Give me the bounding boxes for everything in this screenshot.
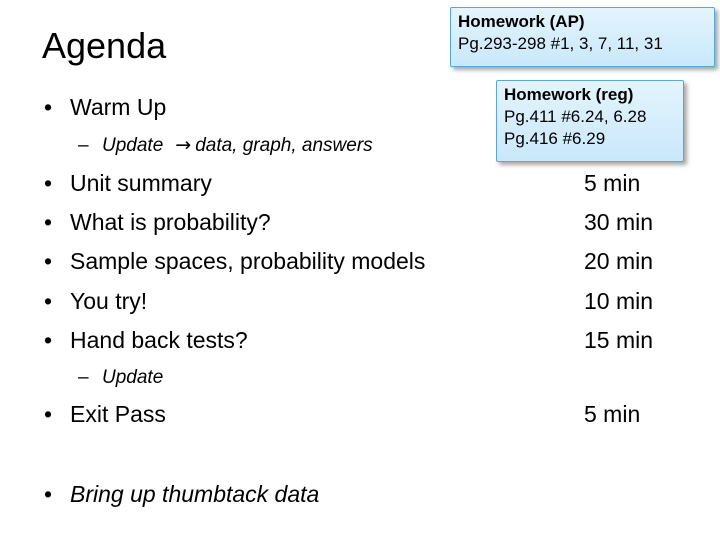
warm-up-subitem <box>78 133 373 158</box>
agenda-item-unit-summary <box>44 169 641 197</box>
dash-icon: – <box>78 367 89 388</box>
agenda-item-time: 20 min <box>584 248 654 274</box>
dash-icon: – <box>78 135 89 156</box>
agenda-item-text: You try! <box>70 288 148 314</box>
bullet-icon: • <box>44 401 53 427</box>
agenda-item-text: Unit summary <box>70 170 212 196</box>
agenda-item-text: Hand back tests? <box>70 327 248 353</box>
bullet-icon: • <box>44 248 53 274</box>
agenda-item-text: What is probability? <box>70 209 271 235</box>
agenda-item-time: 10 min <box>584 288 654 314</box>
bullet-icon: • <box>44 209 53 235</box>
homework-reg-title: Homework (reg) <box>504 85 634 104</box>
agenda-item-time: 15 min <box>584 327 654 353</box>
agenda-item-exit-pass <box>44 400 641 428</box>
bullet-icon: • <box>44 327 53 353</box>
bullet-icon: • <box>44 94 53 120</box>
agenda-item-sample-spaces <box>44 247 654 275</box>
bullet-icon: • <box>44 288 53 314</box>
homework-ap-title: Homework (AP) <box>458 12 585 31</box>
warm-up-sub-label: Update <box>102 135 164 156</box>
bullet-icon: • <box>44 481 53 507</box>
homework-reg-line-2: Pg.416 #6.29 <box>504 129 606 148</box>
agenda-item-time: 5 min <box>584 170 641 196</box>
agenda-item-text: Bring up thumbtack data <box>70 481 320 507</box>
agenda-item-hand-back-tests <box>44 326 654 354</box>
bullet-icon: • <box>44 170 53 196</box>
tests-sub-label: Update <box>102 367 164 388</box>
agenda-item-time: 5 min <box>584 401 641 427</box>
agenda-item-probability <box>44 208 654 236</box>
agenda-item-text: Exit Pass <box>70 401 166 427</box>
agenda-item-you-try <box>44 287 654 315</box>
agenda-item-text: Sample spaces, probability models <box>70 248 426 274</box>
agenda-item-text: Warm Up <box>70 94 167 120</box>
agenda-item-warm-up <box>44 93 166 121</box>
agenda-item-time: 30 min <box>584 209 654 235</box>
agenda-item-thumbtack <box>44 480 319 508</box>
slide-title: Agenda <box>42 25 167 66</box>
homework-ap-line: Pg.293-298 #1, 3, 7, 11, 31 <box>458 34 663 53</box>
homework-reg-line-1: Pg.411 #6.24, 6.28 <box>504 107 647 126</box>
warm-up-sub-rest: data, graph, answers <box>195 135 373 156</box>
hand-back-tests-subitem <box>78 366 163 390</box>
arrow-right-icon: → <box>175 134 192 156</box>
